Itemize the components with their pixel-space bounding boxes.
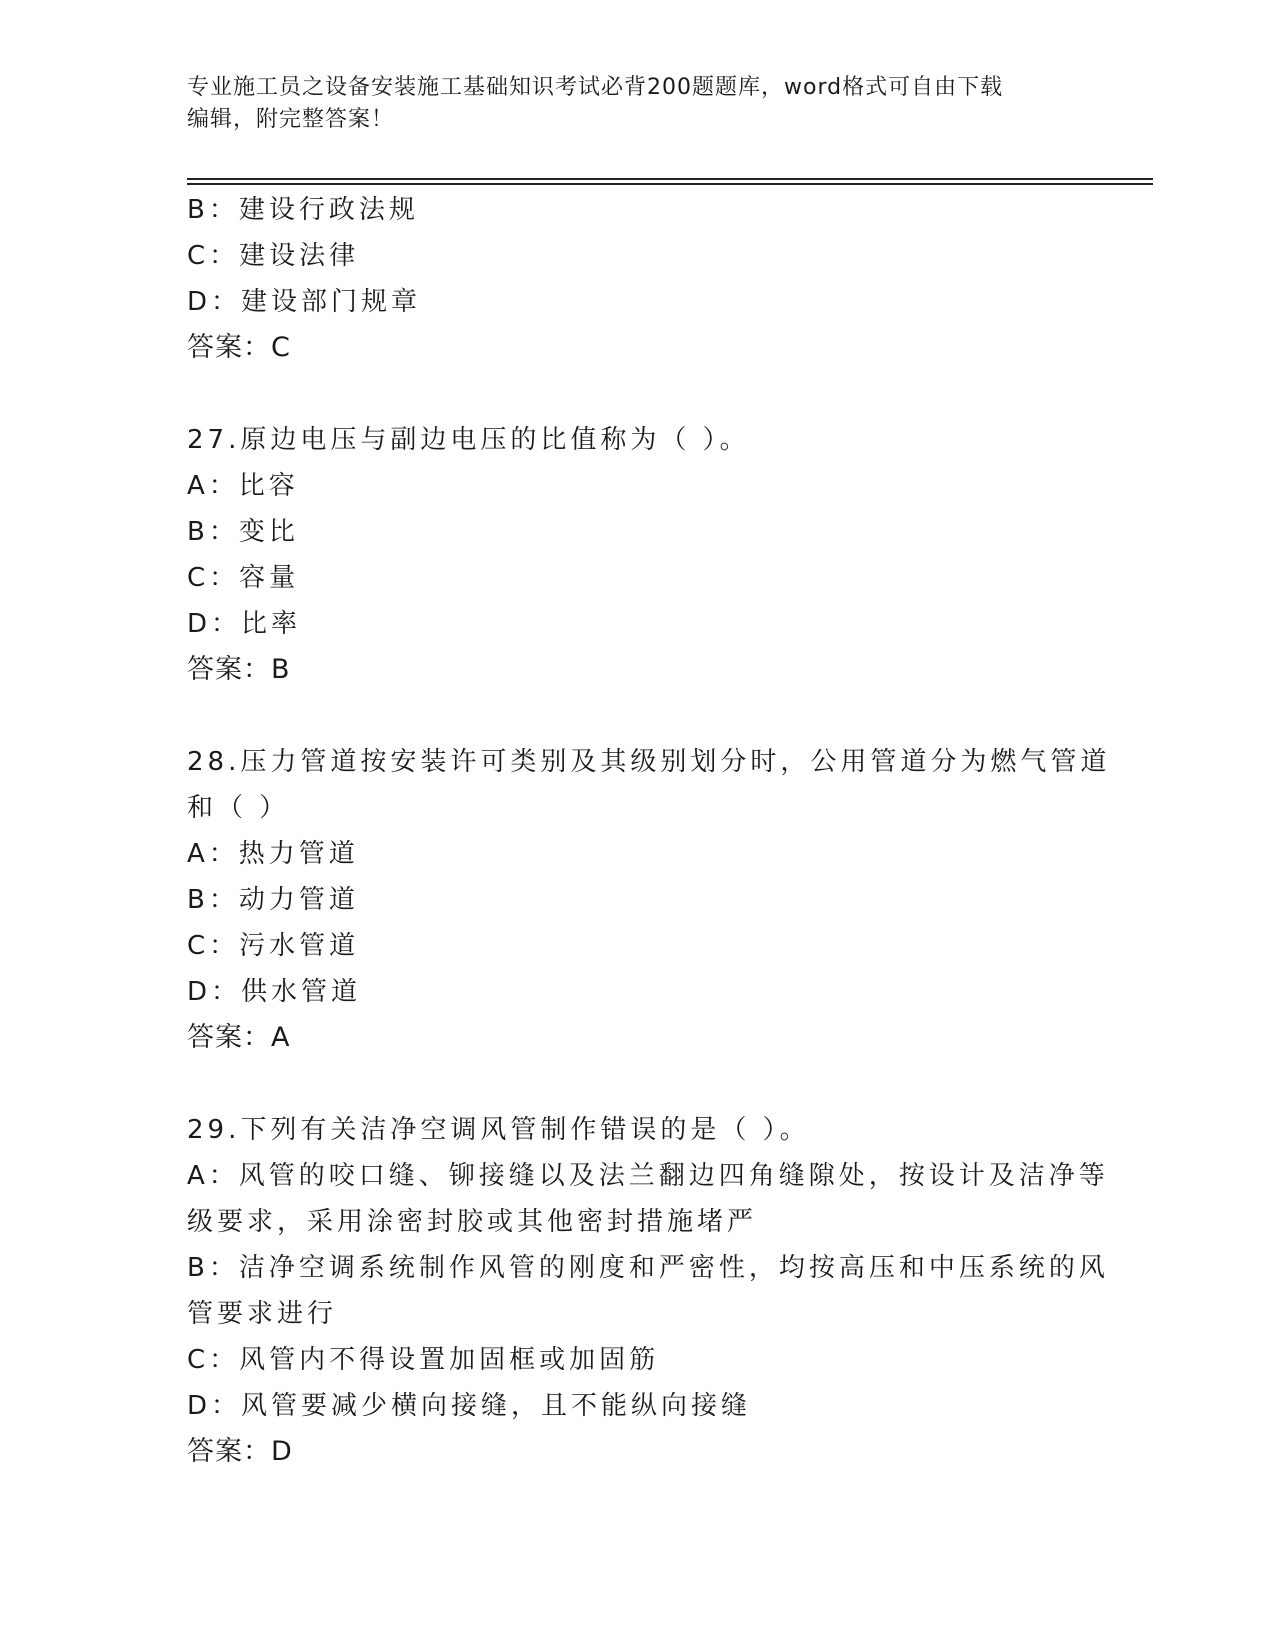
option-b: B：动力管道 xyxy=(187,885,359,915)
question-list xyxy=(187,187,1111,1475)
header-divider-top xyxy=(187,178,1153,180)
question-text: 29.下列有关洁净空调风管制作错误的是（ ）。 xyxy=(187,1115,810,1145)
answer-text: 答案：A xyxy=(187,1022,291,1053)
option-c: C：风管内不得设置加固框或加固筋 xyxy=(187,1345,660,1375)
header-divider-bottom xyxy=(187,183,1153,185)
spacer xyxy=(187,371,1067,417)
header-title-line2: 编辑，附完整答案！ xyxy=(187,107,395,132)
option-c: C：建设法律 xyxy=(187,241,360,271)
question-text: 27.原边电压与副边电压的比值称为（ ）。 xyxy=(187,425,750,455)
option-a-line1: A：风管的咬口缝、铆接缝以及法兰翻边四角缝隙处，按设计及洁净等 xyxy=(187,1161,1109,1191)
answer-text: 答案：D xyxy=(187,1436,293,1467)
option-d: D：供水管道 xyxy=(187,977,362,1007)
option-d: D：比率 xyxy=(187,609,302,639)
answer-text: 答案：B xyxy=(187,654,291,685)
option-a-line2: 级要求，采用涂密封胶或其他密封措施堵严 xyxy=(187,1207,758,1237)
option-c: C：污水管道 xyxy=(187,931,360,961)
spacer xyxy=(187,693,1067,739)
question-26-tail xyxy=(187,187,1067,371)
question-text-line2: 和（ ） xyxy=(187,793,290,823)
option-d: D：建设部门规章 xyxy=(187,287,422,317)
option-a: A：热力管道 xyxy=(187,839,359,869)
header-title-line1: 专业施工员之设备安装施工基础知识考试必背200题题库，word格式可自由下载 xyxy=(187,75,1004,100)
option-a: A：比容 xyxy=(187,471,299,501)
option-d: D：风管要减少横向接缝，且不能纵向接缝 xyxy=(187,1391,752,1421)
document-header xyxy=(187,72,1087,136)
question-text-line1: 28.压力管道按安装许可类别及其级别划分时，公用管道分为燃气管道 xyxy=(187,747,1111,777)
question-28 xyxy=(187,739,1111,1061)
question-29 xyxy=(187,1107,1109,1475)
question-27 xyxy=(187,417,1067,693)
option-b-line1: B：洁净空调系统制作风管的刚度和严密性，均按高压和中压系统的风 xyxy=(187,1253,1109,1283)
option-b-line2: 管要求进行 xyxy=(187,1299,338,1329)
option-b: B：变比 xyxy=(187,517,299,547)
answer-text: 答案：C xyxy=(187,332,291,363)
spacer xyxy=(187,1061,1067,1107)
option-b: B：建设行政法规 xyxy=(187,195,419,225)
option-c: C：容量 xyxy=(187,563,300,593)
